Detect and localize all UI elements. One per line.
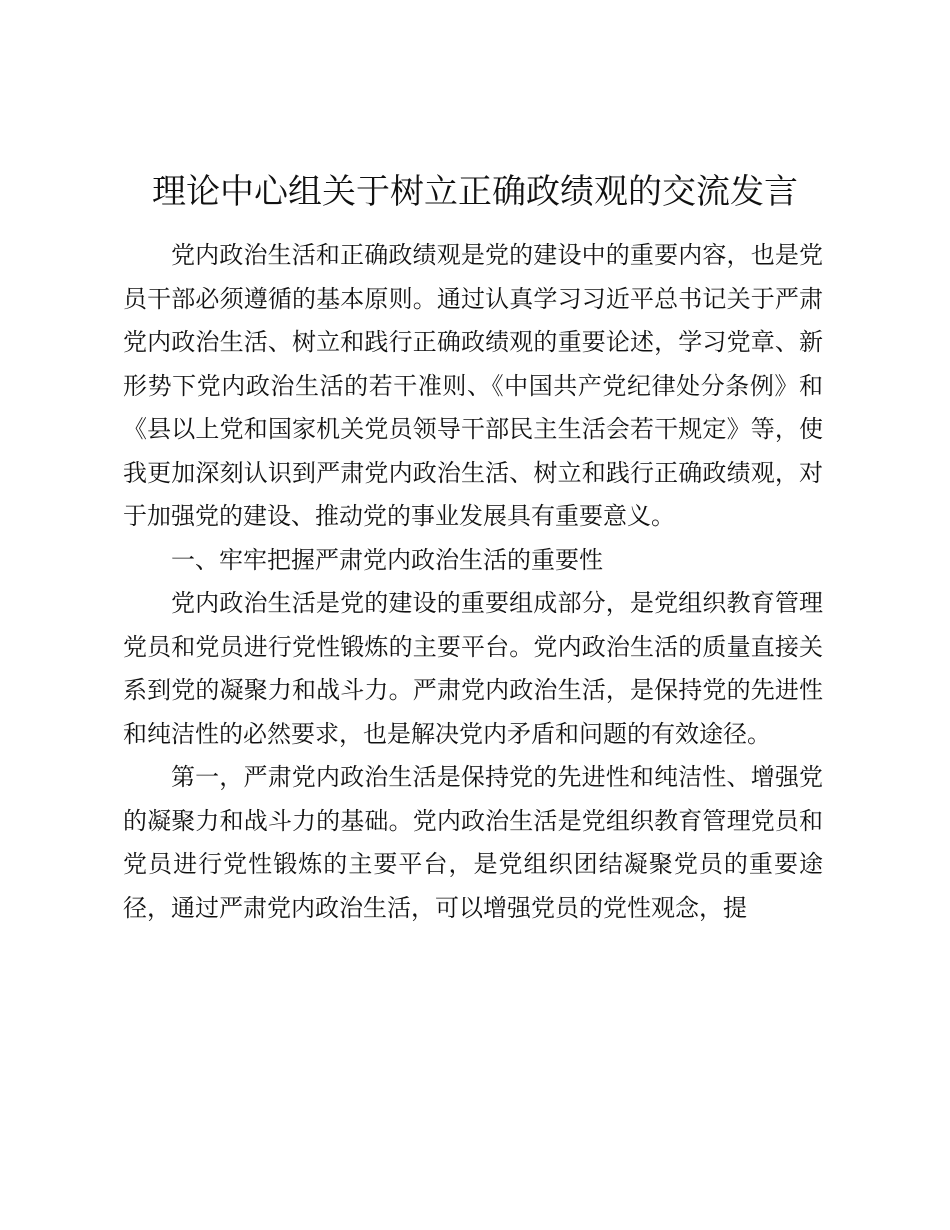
section-paragraph: 党内政治生活是党的建设的重要组成部分，是党组织教育管理党员和党员进行党性锻炼的主要平台。党内政治生活的质量直接关系到党的凝聚力和战斗力。严肃党内政治生活，是保持党的先进性和纯洁性的必然要求，也是解决党内矛盾和问题的有效途径。 (123, 589, 823, 748)
document-title: 理论中心组关于树立正确政绩观的交流发言 (152, 172, 798, 212)
section-heading: 一、牢牢把握严肃党内政治生活的重要性 (171, 545, 603, 574)
point-one-paragraph: 第一，严肃党内政治生活是保持党的先进性和纯洁性、增强党的凝聚力和战斗力的基础。党内政治生活是党组织教育管理党员和党员进行党性锻炼的主要平台，是党组织团结凝聚党员的重要途径，通过严肃党内政治生活，可以增强党员的党性观念，提 (123, 763, 823, 922)
document-body (123, 234, 823, 930)
intro-paragraph: 党内政治生活和正确政绩观是党的建设中的重要内容，也是党员干部必须遵循的基本原则。通过认真学习习近平总书记关于严肃党内政治生活、树立和践行正确政绩观的重要论述，学习党章、新形势下党内政治生活的若干准则、《中国共产党纪律处分条例》和《县以上党和国家机关党员领导干部民主生活会若干规定》等，使我更加深刻认识到严肃党内政治生活、树立和践行正确政绩观，对于加强党的建设、推动党的事业发展具有重要意义。 (123, 241, 823, 530)
